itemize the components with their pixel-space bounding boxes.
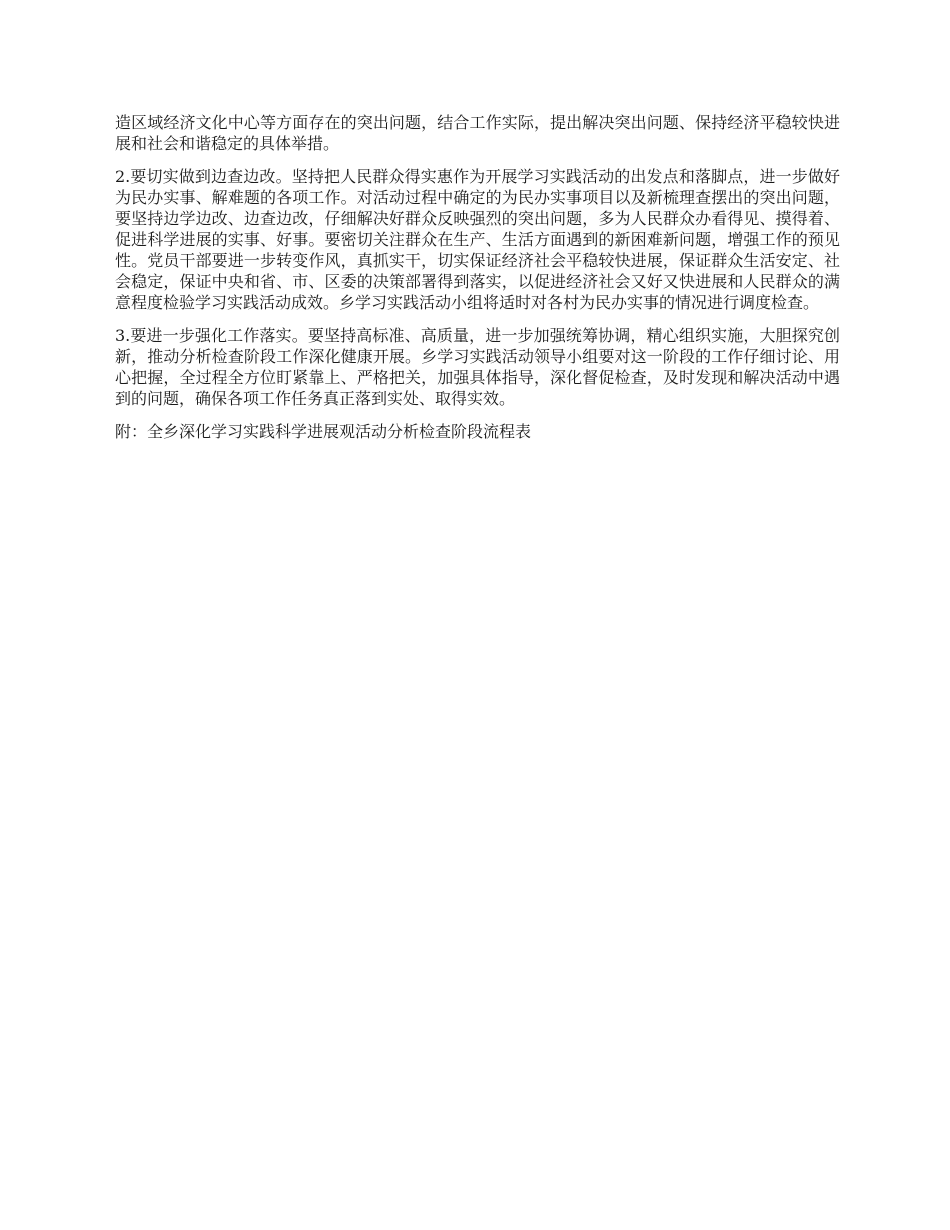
paragraph-continuation: 造区域经济文化中心等方面存在的突出问题，结合工作实际，提出解决突出问题、保持经济平稳较快进展和社会和谐稳定的具体举措。: [115, 113, 840, 153]
document-page: [115, 112, 840, 454]
paragraph-item-3: 3.要进一步强化工作落实。要坚持高标准、高质量，进一步加强统筹协调，精心组织实施，大胆探究创新，推动分析检查阶段工作深化健康开展。乡学习实践活动领导小组要对这一阶段的工作仔细讨论、用心把握，全过程全方位盯紧靠上、严格把关，加强具体指导，深化督促检查，及时发现和解决活动中遇到的问题，确保各项工作任务真正落到实处、取得实效。: [115, 326, 840, 408]
paragraph-item-2: 2.要切实做到边查边改。坚持把人民群众得实惠作为开展学习实践活动的出发点和落脚点，进一步做好为民办实事、解难题的各项工作。对活动过程中确定的为民办实事项目以及新梳理查摆出的突出问题，要坚持边学边改、边查边改，仔细解决好群众反映强烈的突出问题，多为人民群众办看得见、摸得着、促进科学进展的实事、好事。要密切关注群众在生产、生活方面遇到的新困难新问题，增强工作的预见性。党员干部要进一步转变作风，真抓实干，切实保证经济社会平稳较快进展，保证群众生活安定、社会稳定，保证中央和省、市、区委的决策部署得到落实，以促进经济社会又好又快进展和人民群众的满意程度检验学习实践活动成效。乡学习实践活动小组将适时对各村为民办实事的情况进行调度检查。: [115, 167, 840, 312]
appendix-note: 附：全乡深化学习实践科学进展观活动分析检查阶段流程表: [115, 422, 532, 441]
